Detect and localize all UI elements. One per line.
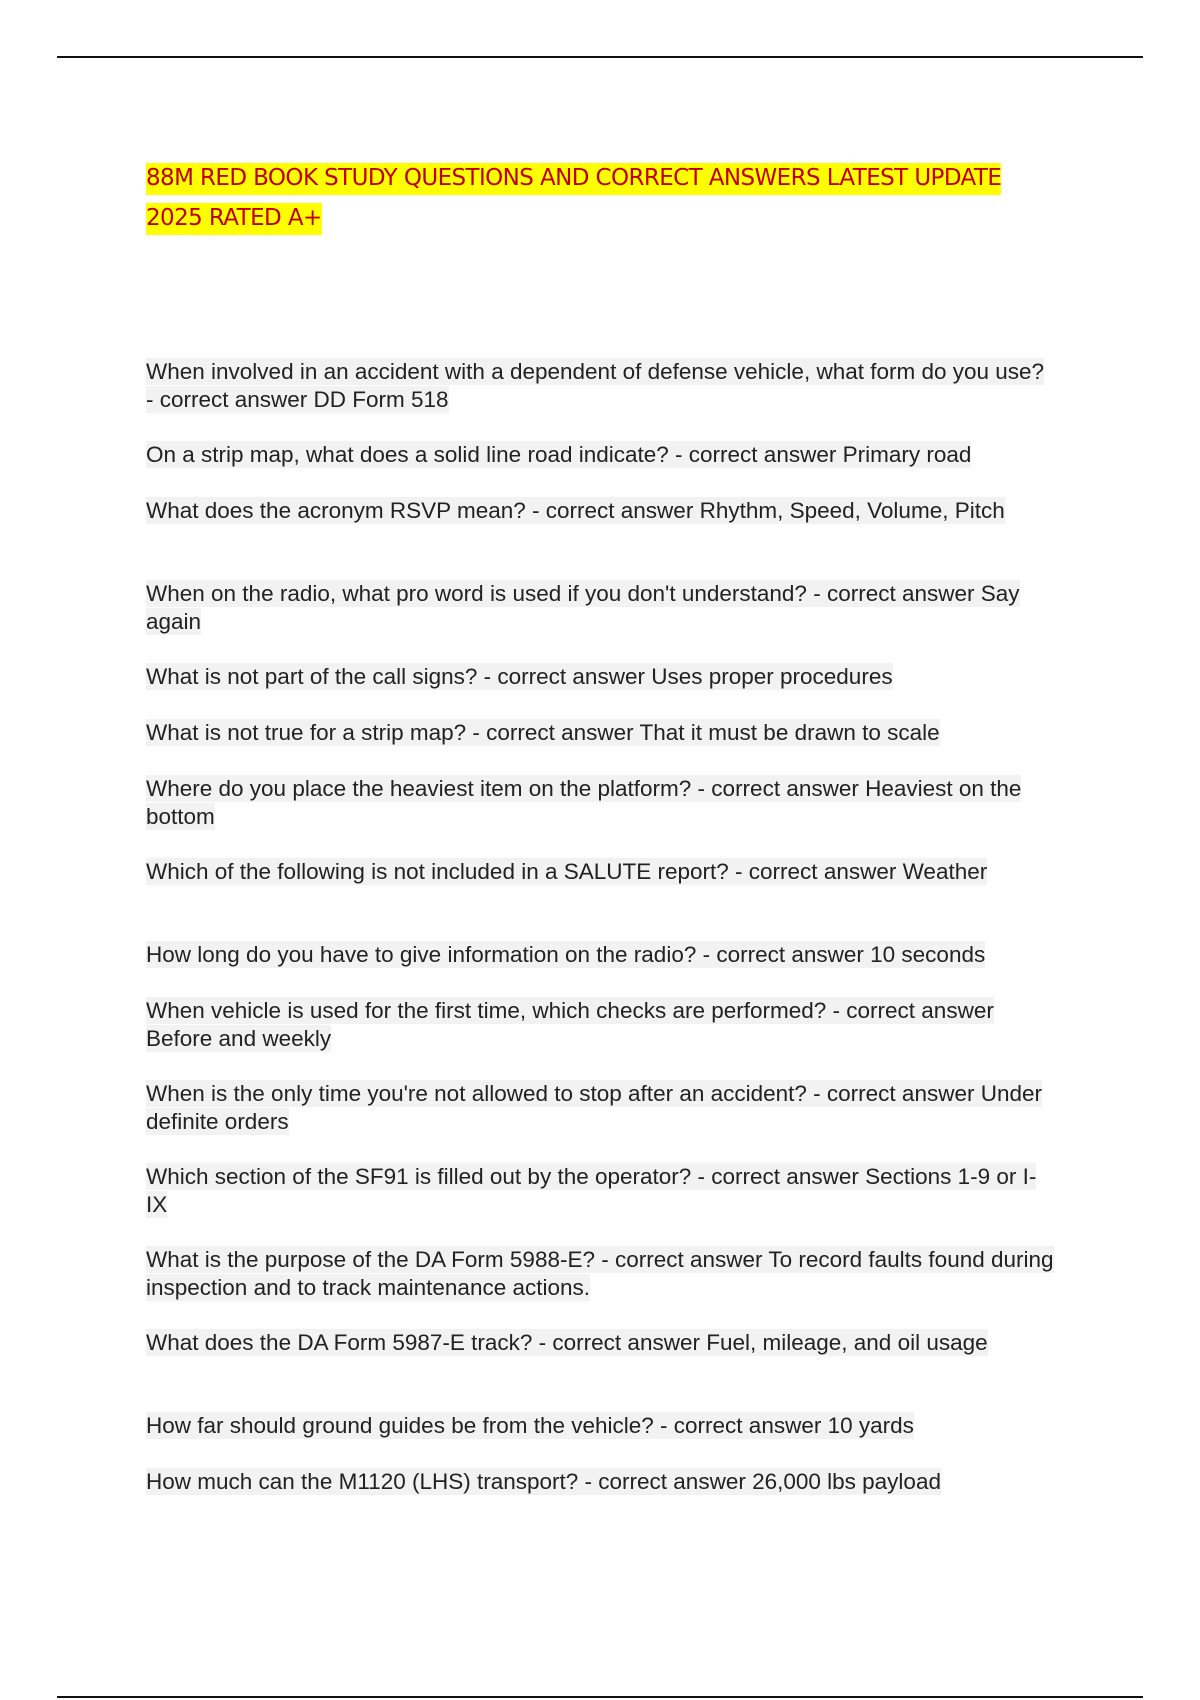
document-title-text: 88M RED BOOK STUDY QUESTIONS AND CORRECT ANSWERS LATEST UPDATE 2025 RATED A+ — [146, 163, 1001, 235]
qa-text: When vehicle is used for the first time, which checks are performed? - correct answer Before and weekly — [146, 998, 994, 1051]
document-title — [146, 158, 1046, 238]
qa-item — [146, 997, 1056, 1080]
qa-item — [146, 497, 1056, 580]
header-rule — [57, 56, 1143, 58]
qa-item — [146, 1163, 1056, 1246]
qa-text: How much can the M1120 (LHS) transport? - correct answer 26,000 lbs payload — [146, 1469, 941, 1494]
qa-text: What is the purpose of the DA Form 5988-E? - correct answer To record faults found during inspection and to track maintenance actions. — [146, 1247, 1054, 1300]
qa-text: When on the radio, what pro word is used if you don't understand? - correct answer Say again — [146, 581, 1020, 634]
qa-item — [146, 1329, 1056, 1412]
qa-item — [146, 1412, 1056, 1468]
footer-rule — [57, 1696, 1143, 1698]
qa-item — [146, 941, 1056, 997]
qa-text: When involved in an accident with a dependent of defense vehicle, what form do you use? - correct answer DD Form 518 — [146, 359, 1045, 412]
qa-text: Which of the following is not included in a SALUTE report? - correct answer Weather — [146, 859, 988, 884]
qa-item — [146, 775, 1056, 858]
qa-item — [146, 1468, 1056, 1524]
qa-text: What does the DA Form 5987-E track? - correct answer Fuel, mileage, and oil usage — [146, 1330, 988, 1355]
qa-item — [146, 1246, 1056, 1329]
qa-text: What is not part of the call signs? - correct answer Uses proper procedures — [146, 664, 893, 689]
qa-text: What does the acronym RSVP mean? - correct answer Rhythm, Speed, Volume, Pitch — [146, 498, 1005, 523]
qa-list — [146, 358, 1056, 1524]
qa-text: When is the only time you're not allowed to stop after an accident? - correct answer Under definite orders — [146, 1081, 1042, 1134]
qa-item — [146, 663, 1056, 719]
qa-item — [146, 358, 1056, 441]
qa-item — [146, 719, 1056, 775]
qa-item — [146, 858, 1056, 941]
qa-text: How far should ground guides be from the vehicle? - correct answer 10 yards — [146, 1413, 914, 1438]
qa-item — [146, 441, 1056, 497]
qa-text: On a strip map, what does a solid line road indicate? - correct answer Primary road — [146, 442, 972, 467]
qa-text: Where do you place the heaviest item on the platform? - correct answer Heaviest on the bottom — [146, 776, 1022, 829]
qa-text: How long do you have to give information on the radio? - correct answer 10 seconds — [146, 942, 986, 967]
qa-item — [146, 580, 1056, 663]
qa-text: What is not true for a strip map? - correct answer That it must be drawn to scale — [146, 720, 940, 745]
qa-text: Which section of the SF91 is filled out by the operator? - correct answer Sections 1-9 or I-IX — [146, 1164, 1037, 1217]
qa-item — [146, 1080, 1056, 1163]
